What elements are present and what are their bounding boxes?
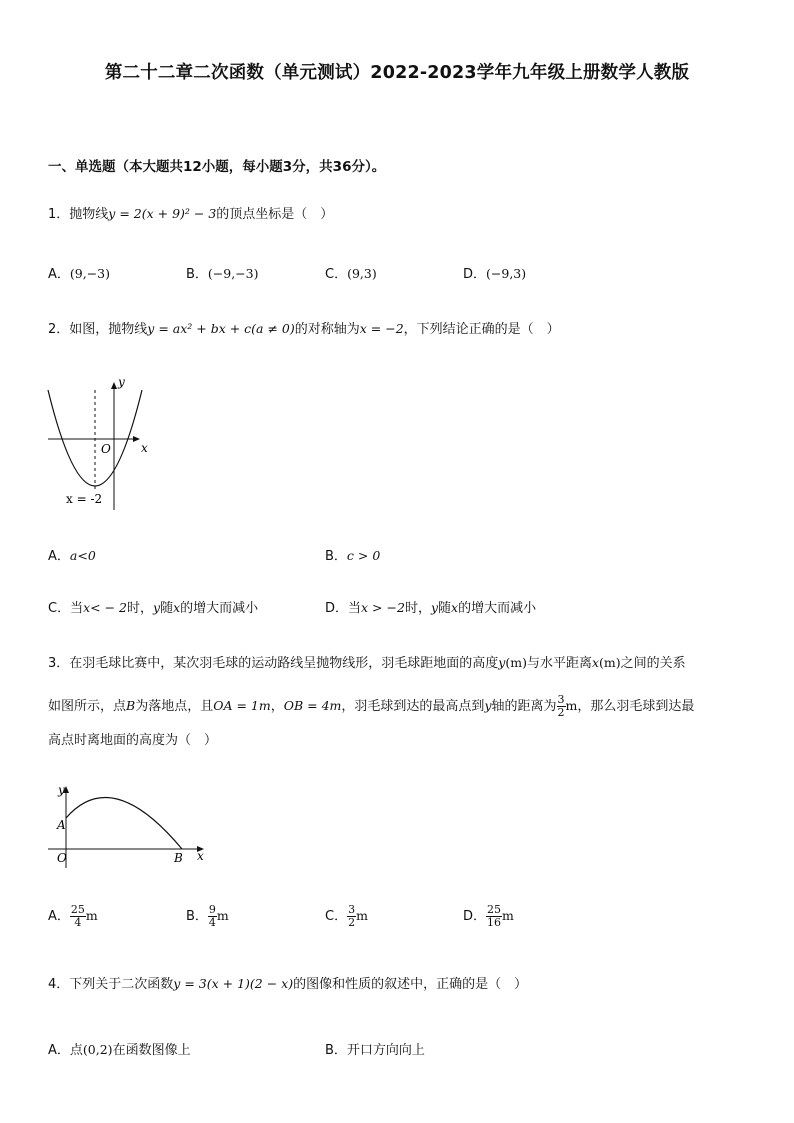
question-3-variable: y <box>498 655 506 670</box>
section-header: 一、单选题（本大题共12小题，每小题3分，共36分）。 <box>48 159 386 175</box>
fraction-numerator: 25 <box>70 903 85 916</box>
option-text: 的增大而减小 <box>180 601 259 616</box>
question-3-line-1 <box>48 654 686 673</box>
option-variable: y <box>153 600 161 615</box>
question-4-suffix: 的图像和性质的叙述中，正确的是（ ） <box>293 977 528 992</box>
question-3-text: 轴的距离为 <box>491 699 557 714</box>
question-2-option-a[interactable] <box>48 545 96 564</box>
question-1-option-c[interactable] <box>325 263 377 282</box>
question-3-text: ， <box>270 699 284 714</box>
fraction-numerator: 3 <box>348 903 356 916</box>
fraction-numerator: 3 <box>557 693 565 706</box>
question-4-formula: y = 3(x + 1)(2 − x) <box>173 976 294 991</box>
option-variable: y <box>430 600 439 615</box>
question-1-formula: y = 2(x + 9)² − 3 <box>108 206 217 221</box>
question-2-formula: y = ax² + bx + c(a ≠ 0) <box>147 321 295 336</box>
option-unit: m <box>502 908 514 923</box>
option-text: 当 <box>70 601 84 616</box>
y-axis-label: y <box>118 375 125 389</box>
question-1-option-b[interactable] <box>186 263 259 282</box>
question-4-prefix: 4．下列关于二次函数 <box>48 977 174 992</box>
option-letter: C． <box>325 909 348 924</box>
option-text: 点 <box>69 1043 83 1058</box>
option-letter: D． <box>325 601 349 616</box>
option-letter: C． <box>48 601 71 616</box>
option-letter: A． <box>48 549 70 564</box>
option-value: (9,−3) <box>69 266 111 281</box>
question-3-fraction <box>557 694 566 719</box>
question-2-mid: 的对称轴为 <box>294 322 360 337</box>
question-4-stem <box>48 975 527 994</box>
question-3-text: 3．在羽毛球比赛中，某次羽毛球的运动路线呈抛物线形，羽毛球距地面的高度 <box>48 656 499 671</box>
fraction-denominator: 4 <box>208 916 216 929</box>
origin-label: O <box>57 851 67 865</box>
option-letter: D． <box>463 909 487 924</box>
option-text: 的增大而减小 <box>458 601 537 616</box>
question-2-stem <box>48 320 560 339</box>
option-fraction <box>347 904 356 929</box>
option-condition: x< − 2 <box>83 600 127 615</box>
question-1-suffix: 的顶点坐标是（ ） <box>216 207 334 222</box>
question-1-prefix: 1．抛物线 <box>48 207 109 222</box>
option-text: 时， <box>404 601 431 616</box>
option-text: 时， <box>127 601 154 616</box>
point-b-label: B <box>174 851 183 865</box>
question-2-prefix: 2．如图，抛物线 <box>48 322 148 337</box>
question-2-axis-formula: x = −2 <box>359 321 404 336</box>
question-4-option-b[interactable] <box>325 1039 425 1058</box>
question-3-text: ，羽毛球到达的最高点到 <box>341 699 485 714</box>
option-value: (−9,3) <box>486 266 527 281</box>
option-letter: B． <box>186 267 208 282</box>
question-3-formula: OB = 4m <box>283 698 342 713</box>
option-fraction <box>486 904 502 929</box>
fraction-denominator: 16 <box>487 916 502 929</box>
option-text: 在函数图像上 <box>112 1043 191 1058</box>
question-3-figure <box>40 780 220 870</box>
origin-label: O <box>101 442 111 456</box>
question-3-variable: y <box>484 698 492 713</box>
trajectory-curve <box>66 797 182 849</box>
question-4-option-a[interactable] <box>48 1039 191 1058</box>
option-unit: m <box>85 908 98 923</box>
fraction-denominator: 2 <box>348 916 356 929</box>
question-3-line-2 <box>48 694 694 719</box>
question-3-option-c[interactable] <box>325 904 368 929</box>
option-condition: x > −2 <box>361 600 405 615</box>
fraction-denominator: 2 <box>557 706 565 719</box>
option-text: 随 <box>160 601 174 616</box>
question-3-unit: m <box>565 698 578 713</box>
option-letter: B． <box>186 909 208 924</box>
question-3-text: 与水平距离 <box>526 656 592 671</box>
question-3-option-b[interactable] <box>186 904 229 929</box>
x-axis-arrow <box>133 436 140 442</box>
option-fraction <box>70 904 86 929</box>
y-axis-label: y <box>58 783 65 797</box>
option-variable: x <box>451 600 459 615</box>
option-unit: m <box>356 908 368 923</box>
option-letter: C． <box>325 267 348 282</box>
question-3-unit: (m) <box>505 655 527 670</box>
question-3-formula: OA = 1m <box>213 698 271 713</box>
question-2-option-c[interactable] <box>48 597 258 616</box>
question-3-text: 如图所示，点 <box>48 699 127 714</box>
option-unit: m <box>216 908 229 923</box>
question-3-point: B <box>126 698 136 713</box>
y-axis-arrow <box>111 382 117 389</box>
page-title: 第二十二章二次函数（单元测试）2022-2023学年九年级上册数学人教版 <box>104 63 690 83</box>
option-letter: B． <box>325 549 347 564</box>
question-2-option-d[interactable] <box>325 597 536 616</box>
question-3-option-d[interactable] <box>463 904 514 929</box>
option-letter: B． <box>325 1043 347 1058</box>
fraction-numerator: 9 <box>208 903 216 916</box>
question-3-text: ，那么羽毛球到达最 <box>577 699 695 714</box>
question-1-option-a[interactable] <box>48 263 110 282</box>
option-point: (0,2) <box>82 1042 113 1057</box>
question-2-suffix: ，下列结论正确的是（ ） <box>403 322 560 337</box>
option-text: 开口方向向上 <box>346 1043 425 1058</box>
question-3-text: 之间的关系 <box>620 656 686 671</box>
question-3-text: 为落地点，且 <box>135 699 214 714</box>
question-3-option-a[interactable] <box>48 904 98 929</box>
question-2-figure <box>40 372 160 517</box>
option-fraction <box>208 904 217 929</box>
fraction-denominator: 4 <box>74 916 82 929</box>
symmetry-axis-caption: x = -2 <box>66 492 103 506</box>
question-3-variable: x <box>591 655 600 670</box>
option-text: 随 <box>438 601 452 616</box>
question-1-option-d[interactable] <box>463 263 526 282</box>
option-text: 当 <box>348 601 362 616</box>
option-letter: A． <box>48 267 70 282</box>
option-letter: A． <box>48 1043 70 1058</box>
question-1-stem <box>48 205 333 224</box>
fraction-numerator: 25 <box>487 903 502 916</box>
option-letter: A． <box>48 909 70 924</box>
x-axis-label: x <box>197 849 204 863</box>
option-formula: c > 0 <box>346 548 381 563</box>
question-3-line-3: 高点时离地面的高度为（ ） <box>48 733 218 748</box>
x-axis-label: x <box>141 441 148 455</box>
option-letter: D． <box>463 267 487 282</box>
point-a-label: A <box>57 818 66 832</box>
question-3-unit: (m) <box>599 655 621 670</box>
option-variable: x <box>173 600 181 615</box>
option-formula: a<0 <box>69 548 96 563</box>
question-2-option-b[interactable] <box>325 545 380 564</box>
option-value: (−9,−3) <box>207 266 259 281</box>
option-value: (9,3) <box>347 266 377 281</box>
